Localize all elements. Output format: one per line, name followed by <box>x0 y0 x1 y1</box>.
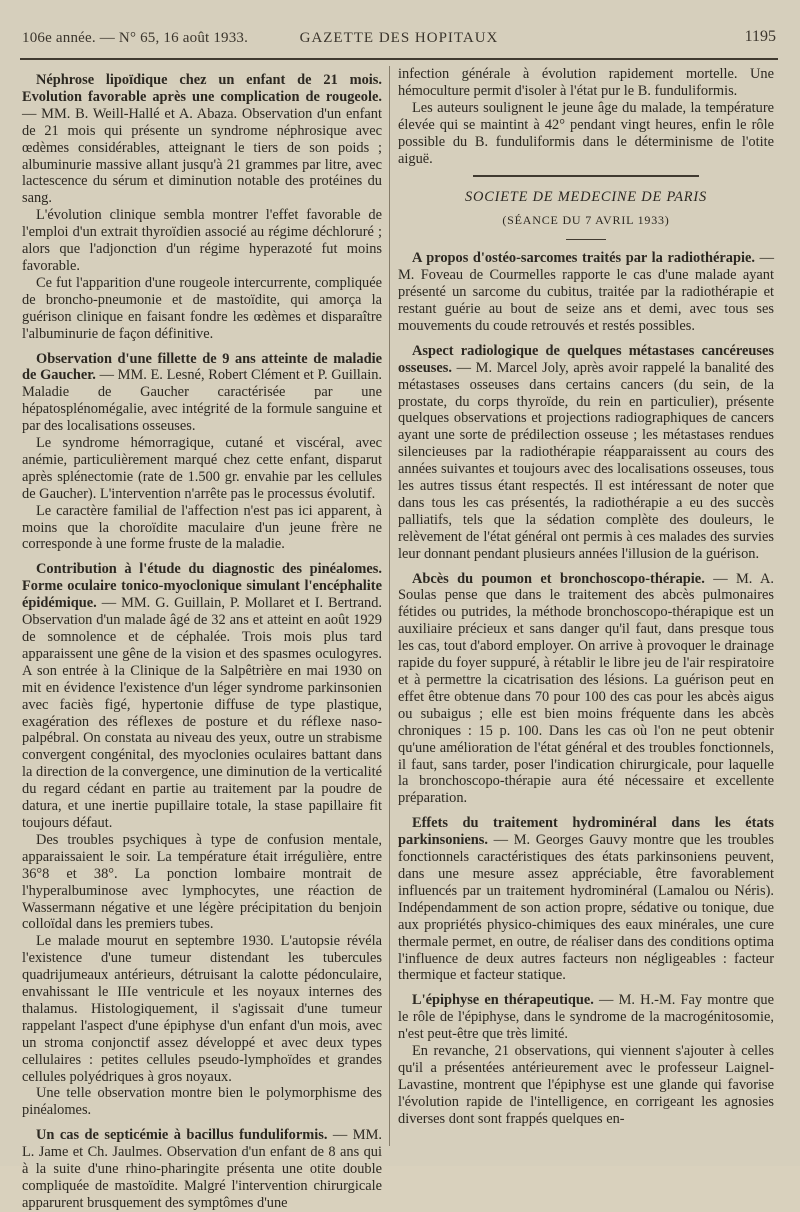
article-paragraph <box>22 1127 382 1212</box>
section-rule <box>473 175 699 177</box>
article-paragraph: Des troubles psychiques à type de confusion mentale, apparaissaient le soir. La température était irrégulière, entre 36°8 et 38°. La ponction lombaire montrait de l'hyperalbuminose avec lymphocytes, une réaction de Wassermann négative et une légère précipitation du benjoin colloïdal dans les premiers tubes. <box>22 831 382 933</box>
article-body: — MM. G. Guillain, P. Mollaret et I. Bertrand. Observation d'un malade âgé de 32 ans et atteint en août 1929 de somnolence et de céphalée. Trois mois plus tard apparaissent une gêne de la vision et des spasmes oculogyres. A son entrée à la Clinique de la Salpêtrière en mai 1930 on mit en évidence l'existence d'un léger syndrome parkinsonien avec faciès figé, hypertonie diffuse de type plastique, exagération des réflexes de posture et du réflexe naso-palpébral. On constata au niveau des yeux, outre un strabisme convergent congénital, des myoclonies oculaires battant dans la direction de la convergence, une diminution de la verticalité du regard cédant en partie au traitement par la poudre de datura, et une inertie pupillaire totale, la stase papillaire fit toujours défaut. <box>22 595 382 831</box>
article-paragraph: Ce fut l'apparition d'une rougeole intercurrente, compliquée de broncho-pneumonie et de mastoïdite, qui amorça la guérison clinique en faisant fondre les œdèmes et disparaître l'albuminurie de façon définitive. <box>22 274 382 342</box>
article-paragraph: Le syndrome hémorragique, cutané et viscéral, avec anémie, particulièrement marqué chez cette enfant, disparut après splénectomie (rate de 1.500 gr. envahie par les cellules de Gaucher). L'intervention n'arrête pas le processus évolutif. <box>22 435 382 502</box>
article-paragraph <box>22 72 382 207</box>
article-title: Néphrose lipoïdique chez un enfant de 21 mois. Evolution favorable après une complication de rougeole. <box>22 72 382 105</box>
article-body: — MM. B. Weill-Hallé et A. Abaza. Observation d'un enfant de 21 mois qui présente un syndrome néphrosique avec œdèmes considérables, atteignant le tiers de son poids ; albuminurie massive allant jusqu'à 21 grammes par litre, avec lactescence du sérum et diminution notable des protéines du sang. <box>22 105 382 207</box>
article-body: — MM. L. Jame et Ch. Jaulmes. Observation d'un enfant de 8 ans qui à la suite d'une rhino-pharingite présenta une otite double compliquée de mastoïdite. Malgré l'intervention chirurgicale apparurent brusquement des symptômes d'une <box>22 1127 382 1211</box>
article-paragraph <box>22 351 382 436</box>
article-body: — M. Foveau de Courmelles rapporte le cas d'une malade ayant présenté un sarcome du cubitus, traitée par la radiothérapie et restant guérie au bout de seize ans et demi, avec tous ses mouvements du coude retrouvés et restés possibles. <box>398 250 774 334</box>
article-paragraph <box>398 992 774 1043</box>
article-paragraph <box>398 571 774 808</box>
article-paragraph: Le malade mourut en septembre 1930. L'autopsie révéla l'existence d'une tumeur distendant les tubercules quadrijumeaux antérieurs, détruisant la calotte pédonculaire, envahissant le IIIe ventricule et les noyaux internes des thalamus. Histologiquement, il s'agissait d'une tumeur rappelant l'aspect d'une épiphyse d'un enfant d'un mois, avec un stroma conjonctif assez développé et avec deux types cellulaires : petites cellules pseudo-lymphoïdes et grandes cellules polyédriques à gros noyaux. <box>22 933 382 1085</box>
session-date: (SÉANCE DU 7 AVRIL 1933) <box>502 213 670 228</box>
right-column <box>398 66 774 1152</box>
article-body: — M. H.-M. Fay montre que le rôle de l'épiphyse, dans le syndrome de la macrogénitosomie, n'est peut-être que très limité. <box>398 992 775 1043</box>
column-divider <box>389 66 390 1146</box>
article-body: — M. Georges Gauvy montre que les troubles fonctionnels caractéristiques des états parkinsoniens peuvent, dans une mesure assez appréciable, être favorablement influencés par un traitement hydrominéral (Lamalou ou Néris). Indépendamment de son action propre, sédative ou tonique, due aux propriétés physico-chimiques des eaux minérales, une cure thermale permet, en outre, de réaliser dans des conditions optima l'influence de deux autres facteurs non négligeables : facteur thermique et facteur statique. <box>398 832 774 984</box>
article-title: Un cas de septicémie à bacillus funduliformis. <box>36 1127 328 1144</box>
article-title: Aspect radiologique de quelques métastases cancéreuses osseuses. <box>398 342 774 376</box>
article-paragraph <box>398 815 774 984</box>
left-column <box>22 66 382 1211</box>
page-number: 1195 <box>744 28 776 45</box>
article-paragraph: En revanche, 21 observations, qui viennent s'ajouter à celles qu'il a présentées antérieurement avec le professeur Laignel-Lavastine, montrent que l'épiphyse est une glande qui favorise l'évolution rapide de l'intelligence, en corrigeant les agnosies diverses dont sont frappés quelques en- <box>398 1043 774 1127</box>
article-paragraph: Les auteurs soulignent le jeune âge du malade, la température élevée qui se maintint à 42° pendant vingt heures, enfin le rôle possible du B. funduliformis dans le déterminisme de l'otite aiguë. <box>398 99 774 167</box>
article-title: Effets du traitement hydrominéral dans les états parkinsoniens. <box>398 815 774 849</box>
society-heading: SOCIETE DE MEDECINE DE PARIS <box>465 189 707 206</box>
article-paragraph <box>22 561 382 832</box>
article-paragraph <box>398 250 774 335</box>
journal-title: GAZETTE DES HOPITAUX <box>299 30 499 46</box>
short-rule <box>566 239 606 240</box>
issue-info: 106e année. — N° 65, 16 août 1933. <box>22 30 249 46</box>
article-title: Observation d'une fillette de 9 ans atteinte de maladie de Gaucher. <box>22 350 382 384</box>
header-rule <box>20 58 778 60</box>
article-title: A propos d'ostéo-sarcomes traités par la radiothérapie. <box>412 250 755 267</box>
article-paragraph <box>398 343 774 563</box>
article-body: — MM. E. Lesné, Robert Clément et P. Guillain. Maladie de Gaucher caractérisée par une hépatosplénomégalie, avec intégrité de la formule sanguine et par des localisations osseuses. <box>22 367 382 435</box>
article-title: L'épiphyse en thérapeutique. <box>412 992 594 1009</box>
article-title: Abcès du poumon et bronchoscopo-thérapie. <box>412 570 705 587</box>
running-head <box>22 24 776 52</box>
article-body: — M. A. Soulas pense que dans le traitement des abcès pulmonaires fétides ou putrides, la méthode bronchoscopo-thérapique est un auxiliaire précieux et sans danger qu'il faut, dans presque tous les cas, tout d'abord employer. On arrive à provoquer le drainage rapide du foyer suppuré, à rétablir le libre jeu de l'air respiratoire et à permettre la cicatrisation des lésions. La guérison peut en effet être obtenue dans 70 pour 100 des cas pour les abcès aigus ou subaigus ; elle est bien moins fréquente dans les abcès chroniques : 15 p. 100. Dans les cas où l'on ne peut obtenir qu'une amélioration de l'état général et des troubles fonctionnels, il faut, sans tarder, poser l'indication chirurgicale, pour laquelle la bronchoscopo-thérapie aura été nécessaire et excellente préparation. <box>398 570 774 807</box>
article-paragraph: infection générale à évolution rapidement mortelle. Une hémoculture permit d'isoler à l'état pur le B. funduliformis. <box>398 66 774 99</box>
article-paragraph: Une telle observation montre bien le polymorphisme des pinéalomes. <box>22 1085 382 1119</box>
article-paragraph: L'évolution clinique sembla montrer l'effet favorable de l'emploi d'un extrait thyroïdien associé au régime déchloruré ; alors que l'adjonction d'un régime hyperazoté fut moins favorable. <box>22 207 382 274</box>
article-title: Contribution à l'étude du diagnostic des pinéalomes. Forme oculaire tonico-myoclonique simulant l'encéphalite épidémique. <box>22 561 382 612</box>
article-body: — M. Marcel Joly, après avoir rappelé la banalité des métastases osseuses dans certains cancers (du sein, de la prostate, du corps thyroïde, du rein en particulier), présente quelques observations et projections radiographiques de cancers ayant une sorte de prédilection osseuse ; les métastases rendues silencieuses par la radiothérapie réapparaissent au cours des années suivantes et toujours avec des localisations osseuses, tous les autres tissus étant respectés. Il est intéressant de noter que dans tous les cas présentés, la radiothérapie a eu des succès palliatifs, tels que la sédation complète des douleurs, le relèvement de l'état général ont permis à ces malades des survies leur donnant pendant plusieurs années l'illusion de la guérison. <box>398 359 774 562</box>
article-paragraph: Le caractère familial de l'affection n'est pas ici apparent, à moins que la choroïdite maculaire d'un jeune frère ne corresponde à une forme fruste de la maladie. <box>22 502 382 553</box>
